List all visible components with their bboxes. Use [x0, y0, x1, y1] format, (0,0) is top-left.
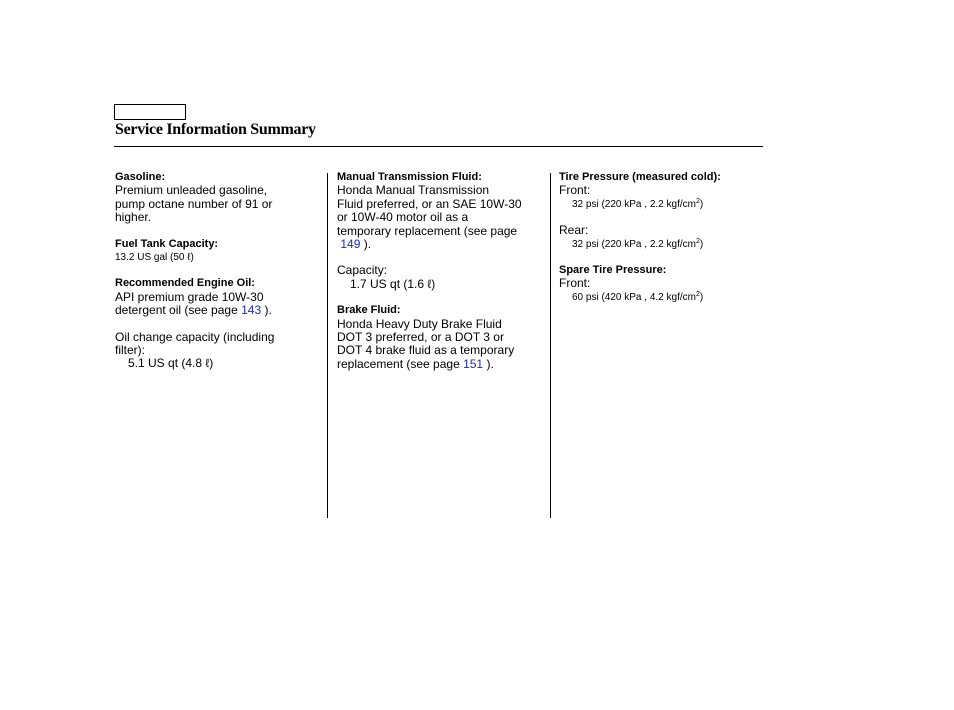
unit-superscript: 2 — [695, 197, 700, 205]
fuel-tank-section — [115, 238, 320, 265]
manual-transmission-text-line: Fluid preferred, or an SAE 10W-30 — [337, 196, 522, 211]
unit-close: ) — [699, 198, 704, 210]
brake-fluid-text-line: Honda Heavy Duty Brake Fluid — [337, 316, 502, 331]
spare-tire-section — [559, 264, 759, 304]
engine-oil-section — [115, 277, 320, 317]
engine-oil-text: detergent oil (see page — [115, 303, 242, 318]
brake-fluid-text-line: DOT 4 brake fluid as a temporary — [337, 343, 515, 358]
gasoline-section — [115, 171, 320, 225]
gasoline-heading: Gasoline: — [115, 171, 166, 183]
tire-rear-label: Rear: — [559, 223, 589, 238]
column-1 — [115, 171, 320, 384]
gasoline-text-line: higher. — [115, 210, 152, 225]
fuel-tank-value: 13.2 US gal (50 ℓ) — [115, 252, 194, 264]
brake-fluid-text-line: DOT 3 preferred, or a DOT 3 or — [337, 330, 504, 345]
tire-front-value — [559, 198, 759, 211]
engine-oil-text-line — [115, 304, 320, 317]
column-divider-2 — [550, 173, 551, 518]
page-title: Service Information Summary — [115, 121, 316, 138]
engine-oil-heading: Recommended Engine Oil: — [115, 277, 255, 290]
oil-change-text-line: Oil change capacity (including — [115, 329, 275, 344]
gasoline-text-line: pump octane number of 91 or — [115, 196, 273, 211]
unit-superscript: 2 — [695, 290, 700, 298]
spare-front-value — [559, 291, 759, 304]
page-link-149[interactable]: 149 — [340, 237, 361, 252]
capacity-value: 1.7 US qt (1.6 ℓ) — [350, 276, 436, 291]
manual-transmission-text-line — [337, 238, 544, 251]
spare-tire-heading: Spare Tire Pressure: — [559, 264, 667, 277]
column-2 — [337, 171, 544, 384]
unit-close: ) — [699, 291, 704, 303]
brake-fluid-heading: Brake Fluid: — [337, 304, 401, 317]
tire-rear-section — [559, 224, 759, 251]
capacity-label: Capacity: — [337, 263, 388, 278]
tire-pressure-section — [559, 171, 759, 211]
page-link-143[interactable]: 143 — [241, 303, 262, 318]
fuel-tank-heading: Fuel Tank Capacity: — [115, 237, 219, 250]
engine-oil-text: ). — [261, 303, 272, 318]
engine-oil-text-line: API premium grade 10W-30 — [115, 289, 264, 304]
brake-fluid-text: ). — [483, 356, 494, 371]
tire-front-value-text: 32 psi (220 kPa , 2.2 kgf/cm — [572, 198, 696, 210]
unit-close: ) — [699, 238, 704, 250]
column-3 — [559, 171, 759, 317]
manual-transmission-text-line: temporary replacement (see page — [337, 223, 518, 238]
column-divider-1 — [327, 173, 328, 518]
nav-tab-box[interactable] — [114, 104, 186, 120]
brake-fluid-text-line — [337, 358, 544, 371]
oil-change-value: 5.1 US qt (4.8 ℓ) — [128, 356, 214, 371]
capacity-section — [337, 264, 544, 291]
brake-fluid-text: replacement (see page — [337, 356, 464, 371]
spare-front-label: Front: — [559, 276, 591, 291]
gasoline-text-line: Premium unleaded gasoline, — [115, 183, 268, 198]
tire-front-label: Front: — [559, 183, 591, 198]
spare-front-value-text: 60 psi (420 kPa , 4.2 kgf/cm — [572, 291, 696, 303]
manual-transmission-text: ). — [360, 237, 372, 252]
unit-superscript: 2 — [695, 237, 700, 245]
manual-transmission-heading: Manual Transmission Fluid: — [337, 171, 482, 183]
manual-transmission-text-line: or 10W-40 motor oil as a — [337, 210, 469, 225]
title-rule — [114, 146, 763, 147]
oil-change-section — [115, 331, 320, 371]
oil-change-text-line: filter): — [115, 343, 145, 358]
tire-pressure-heading: Tire Pressure (measured cold): — [559, 171, 721, 183]
manual-transmission-section — [337, 171, 544, 251]
tire-rear-value — [559, 238, 759, 251]
page-link-151[interactable]: 151 — [463, 356, 484, 371]
tire-rear-value-text: 32 psi (220 kPa , 2.2 kgf/cm — [572, 238, 696, 250]
brake-fluid-section — [337, 304, 544, 371]
manual-transmission-text-line: Honda Manual Transmission — [337, 183, 490, 198]
